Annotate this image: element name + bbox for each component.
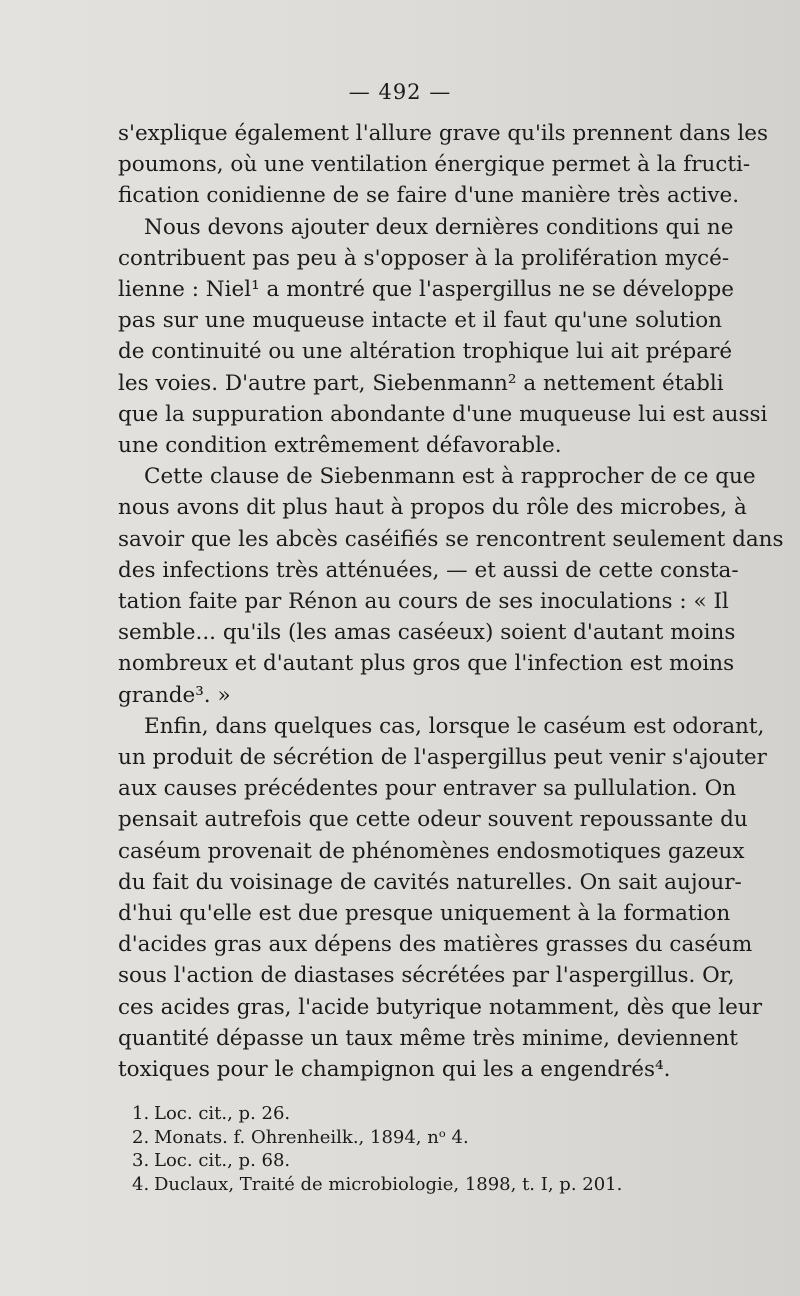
text-line: grande³. » [118, 682, 231, 708]
text-line: nous avons dit plus haut à propos du rôle des microbes, à [118, 495, 747, 521]
footnote-text: Monats. f. Ohrenheilk., 1894, nᵒ 4. [154, 1126, 469, 1148]
footnote [132, 1126, 692, 1150]
footnote-text: Loc. cit., p. 68. [154, 1150, 291, 1171]
text-line: nombreux et d'autant plus gros que l'infection est moins [118, 651, 735, 677]
text-line: savoir que les abcès caséifiés se rencontrent seulement dans [118, 526, 784, 552]
footnote [132, 1102, 692, 1126]
text-line: tation faite par Rénon au cours de ses inoculations : « Il [118, 589, 729, 615]
footnotes [132, 1102, 692, 1196]
text-line: lienne : Niel¹ a montré que l'aspergillus ne se développe [118, 277, 734, 303]
text-line: Nous devons ajouter deux dernières conditions qui ne [144, 214, 734, 240]
text-line: semble... qu'ils (les amas caséeux) soient d'autant moins [118, 620, 736, 646]
text-line: sous l'action de diastases sécrétées par l'aspergillus. Or, [118, 963, 735, 989]
footnote-number: 2. [132, 1126, 150, 1148]
footnote-number: 3. [132, 1150, 150, 1171]
text-line: poumons, où une ventilation énergique permet à la fructi- [118, 152, 751, 178]
text-line: que la suppuration abondante d'une muqueuse lui est aussi [118, 401, 768, 427]
body-text [118, 118, 784, 1085]
text-line: des infections très atténuées, — et aussi de cette consta- [118, 557, 739, 583]
text-line: une condition extrêmement défavorable. [118, 433, 562, 459]
text-line: ces acides gras, l'acide butyrique notamment, dès que leur [118, 994, 762, 1020]
text-line: pas sur une muqueuse intacte et il faut qu'une solution [118, 308, 722, 334]
text-line: aux causes précédentes pour entraver sa pullulation. On [118, 776, 737, 802]
text-line: pensait autrefois que cette odeur souvent repoussante du [118, 807, 748, 833]
footnote-number: 1. [132, 1103, 150, 1124]
text-line: Enfin, dans quelques cas, lorsque le caséum est odorant, [144, 713, 765, 739]
text-line: fication conidienne de se faire d'une manière très active. [118, 183, 740, 209]
paragraph-3 [118, 461, 784, 711]
text-line: s'explique également l'allure grave qu'ils prennent dans les [118, 121, 768, 146]
footnote-text: Loc. cit., p. 26. [154, 1103, 291, 1124]
text-line: Cette clause de Siebenmann est à rapprocher de ce que [144, 464, 756, 490]
footnote-text: Duclaux, Traité de microbiologie, 1898, t. I, p. 201. [154, 1173, 623, 1195]
text-line: quantité dépasse un taux même très minime, deviennent [118, 1025, 738, 1051]
paragraph-1 [118, 118, 768, 212]
text-line: contribuent pas peu à s'opposer à la prolifération mycé- [118, 245, 730, 271]
text-line: d'hui qu'elle est due presque uniquement à la formation [118, 901, 731, 927]
text-line: un produit de sécrétion de l'aspergillus peut venir s'ajouter [118, 745, 767, 771]
text-line: les voies. D'autre part, Siebenmann² a nettement établi [118, 370, 724, 396]
page-number: — 492 — [348, 80, 452, 104]
text-line: toxiques pour le champignon qui les a engendrés⁴. [118, 1057, 671, 1083]
paragraph-2 [118, 212, 768, 462]
paragraph-4 [118, 711, 767, 1085]
footnote-number: 4. [132, 1173, 150, 1195]
text-line: du fait du voisinage de cavités naturelles. On sait aujour- [118, 869, 742, 895]
text-line: d'acides gras aux dépens des matières grasses du caséum [118, 932, 753, 958]
footnote [132, 1173, 692, 1197]
footnote [132, 1149, 692, 1173]
text-line: caséum provenait de phénomènes endosmotiques gazeux [118, 838, 745, 864]
text-line: de continuité ou une altération trophique lui ait préparé [118, 339, 733, 365]
